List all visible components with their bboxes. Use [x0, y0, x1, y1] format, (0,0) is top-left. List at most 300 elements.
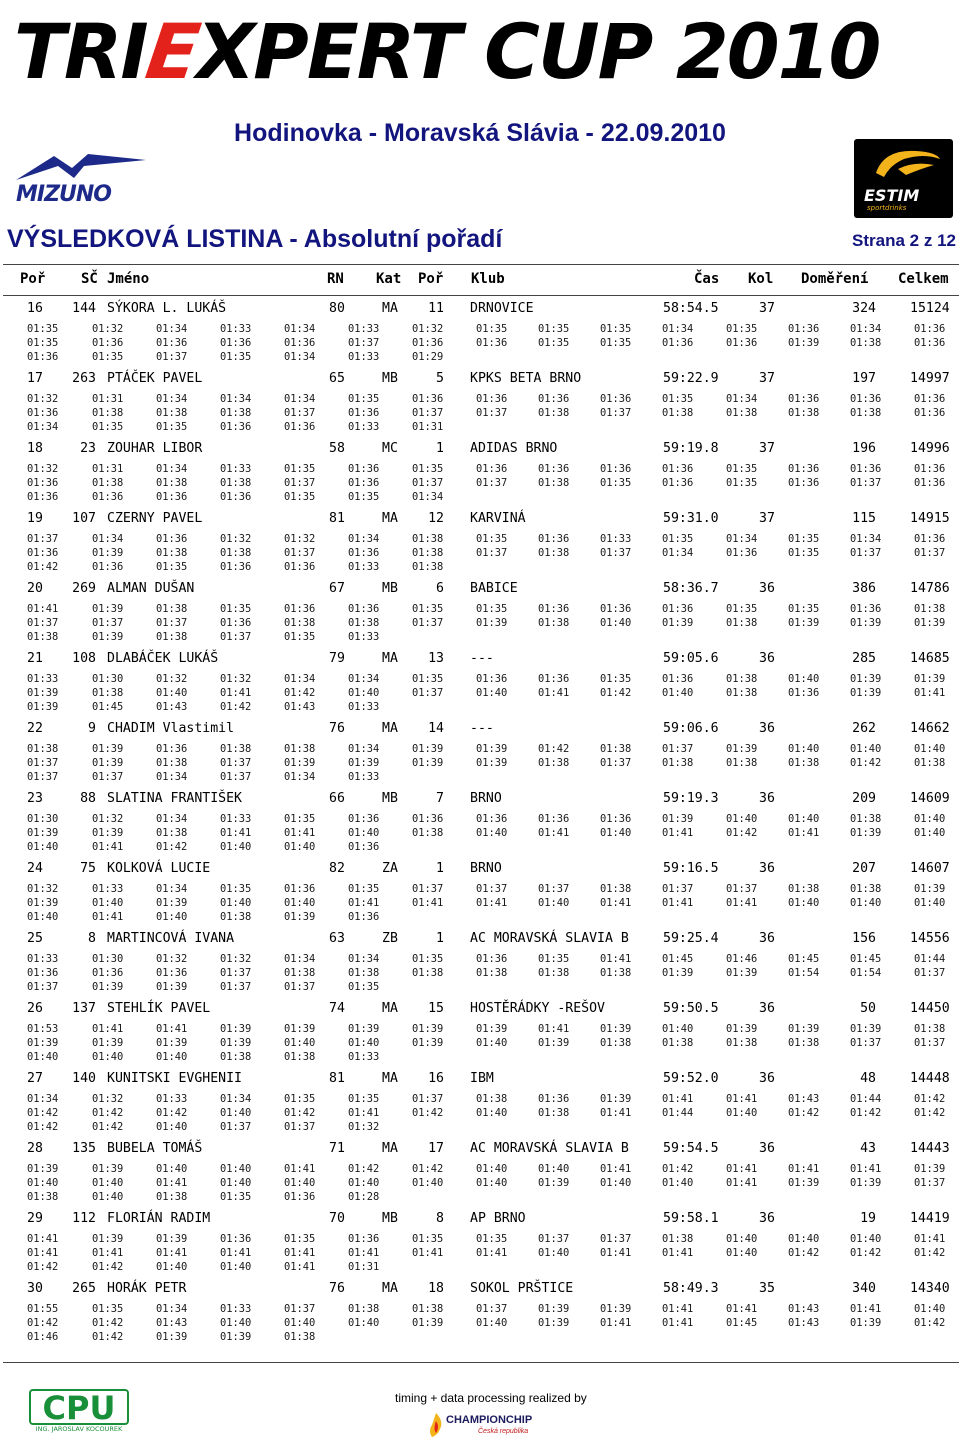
lap-time: 01:41: [600, 897, 632, 910]
cpu-wordmark: CPU: [42, 1389, 116, 1427]
lap-time: 01:37: [220, 757, 252, 770]
lap-time: 01:37: [600, 547, 632, 560]
lap-time: 01:38: [662, 1233, 694, 1245]
lap-time: 01:38: [538, 547, 570, 560]
lap-time: 01:41: [92, 841, 124, 854]
entry-measured-distance: 324: [852, 301, 876, 316]
lap-times: [0, 602, 960, 645]
lap-time: 01:36: [662, 463, 694, 475]
lap-times: [0, 1162, 960, 1205]
lap-time: 01:41: [600, 1317, 632, 1330]
lap-time: 01:31: [92, 463, 124, 475]
lap-time: 01:35: [92, 1303, 124, 1315]
lap-time: 01:40: [538, 1163, 570, 1175]
lap-time: 01:40: [476, 1317, 508, 1330]
lap-times-row: [0, 1316, 960, 1330]
lap-time: 01:41: [726, 1093, 758, 1105]
lap-time: 01:38: [726, 617, 758, 630]
entry-measured-distance: 285: [852, 651, 876, 666]
lap-time: 01:37: [156, 351, 188, 364]
document-title: VÝSLEDKOVÁ LISTINA - Absolutní pořadí: [7, 225, 503, 253]
lap-time: 01:42: [538, 743, 570, 755]
lap-time: 01:34: [284, 771, 316, 784]
entry-name: KUNITSKI EVGHENII: [107, 1071, 242, 1086]
lap-time: 01:36: [92, 967, 124, 980]
lap-time: 01:34: [348, 533, 380, 545]
entry-category: ZA: [382, 861, 398, 876]
lap-time: 01:38: [600, 743, 632, 755]
lap-time: 01:39: [156, 981, 188, 994]
lap-time: 01:37: [27, 771, 59, 784]
lap-time: 01:38: [220, 477, 252, 490]
lap-time: 01:40: [156, 1051, 188, 1064]
lap-time: 01:38: [914, 757, 946, 770]
lap-time: 01:35: [284, 1093, 316, 1105]
lap-time: 01:32: [92, 813, 124, 825]
lap-time: 01:36: [92, 561, 124, 574]
lap-time: 01:41: [156, 1177, 188, 1190]
lap-time: 01:39: [600, 1303, 632, 1315]
championchip-country: Česká republika: [478, 1428, 529, 1435]
entry-position: 24: [27, 861, 43, 876]
lap-times-row: [0, 756, 960, 770]
entry-total: 14443: [910, 1141, 950, 1156]
lap-time: 01:53: [27, 1023, 59, 1035]
lap-time: 01:36: [220, 561, 252, 574]
lap-times-row: [0, 406, 960, 420]
result-entry: [0, 786, 960, 856]
lap-time: 01:39: [914, 617, 946, 630]
lap-times-row: [0, 1176, 960, 1190]
lap-time: 01:34: [850, 533, 882, 545]
lap-time: 01:38: [412, 547, 444, 560]
lap-time: 01:35: [412, 953, 444, 965]
lap-time: 01:37: [348, 337, 380, 350]
entry-start-number: 8: [88, 931, 96, 946]
lap-time: 01:40: [476, 827, 508, 840]
entry-club: BRNO: [470, 791, 502, 806]
entry-time: 59:19.3: [663, 791, 719, 806]
lap-time: 01:42: [284, 687, 316, 700]
lap-time: 01:37: [476, 883, 508, 895]
lap-time: 01:35: [600, 323, 632, 335]
lap-time: 01:35: [284, 631, 316, 644]
lap-time: 01:40: [220, 1107, 252, 1120]
lap-time: 01:37: [220, 631, 252, 644]
result-entry-main-row: [0, 441, 960, 457]
lap-time: 01:40: [788, 673, 820, 685]
lap-time: 01:39: [412, 1317, 444, 1330]
lap-time: 01:39: [156, 1037, 188, 1050]
event-brand-logo: [14, 4, 960, 98]
lap-time: 01:41: [662, 1317, 694, 1330]
lap-time: 01:40: [27, 1177, 59, 1190]
lap-time: 01:40: [600, 827, 632, 840]
entry-birth-year: 65: [329, 371, 345, 386]
mizuno-wordmark: MIZUNO: [16, 182, 112, 207]
lap-time: 01:37: [220, 981, 252, 994]
result-entry-main-row: [0, 581, 960, 597]
lap-time: 01:35: [348, 393, 380, 405]
lap-time: 01:38: [850, 813, 882, 825]
entry-total: 14607: [910, 861, 950, 876]
lap-time: 01:40: [850, 743, 882, 755]
entry-name: STEHLÍK PAVEL: [107, 1001, 211, 1016]
entry-laps: 36: [759, 721, 775, 736]
entry-category-position: 13: [428, 651, 444, 666]
entry-time: 59:31.0: [663, 511, 719, 526]
lap-time: 01:37: [92, 617, 124, 630]
lap-time: 01:42: [92, 1331, 124, 1344]
lap-times-row: [0, 952, 960, 966]
entry-club: AC MORAVSKÁ SLAVIA B: [470, 931, 629, 946]
lap-time: 01:36: [914, 407, 946, 420]
lap-time: 01:45: [850, 953, 882, 965]
lap-time: 01:39: [914, 673, 946, 685]
entry-laps: 36: [759, 651, 775, 666]
lap-times: [0, 1092, 960, 1135]
entry-birth-year: 67: [329, 581, 345, 596]
entry-position: 29: [27, 1211, 43, 1226]
lap-time: 01:41: [92, 1247, 124, 1260]
cpu-logo: [29, 1389, 129, 1433]
lap-time: 01:41: [914, 1233, 946, 1245]
lap-time: 01:35: [600, 477, 632, 490]
lap-time: 01:34: [156, 813, 188, 825]
lap-time: 01:38: [538, 1107, 570, 1120]
lap-time: 01:39: [92, 1233, 124, 1245]
lap-time: 01:34: [348, 953, 380, 965]
entry-laps: 36: [759, 1001, 775, 1016]
lap-time: 01:35: [412, 463, 444, 475]
lap-time: 01:41: [662, 827, 694, 840]
entry-laps: 36: [759, 1071, 775, 1086]
lap-time: 01:40: [27, 911, 59, 924]
lap-times: [0, 392, 960, 435]
lap-time: 01:40: [476, 1177, 508, 1190]
lap-time: 01:37: [726, 883, 758, 895]
lap-time: 01:37: [27, 981, 59, 994]
lap-time: 01:37: [412, 407, 444, 420]
lap-time: 01:40: [348, 1037, 380, 1050]
lap-time: 01:38: [92, 407, 124, 420]
lap-time: 01:38: [788, 883, 820, 895]
lap-time: 01:36: [914, 323, 946, 335]
lap-time: 01:38: [726, 687, 758, 700]
lap-time: 01:35: [476, 323, 508, 335]
estim-wordmark: ESTIM: [864, 186, 920, 205]
lap-time: 01:37: [850, 1037, 882, 1050]
entry-birth-year: 80: [329, 301, 345, 316]
lap-time: 01:39: [850, 673, 882, 685]
lap-times-row: [0, 686, 960, 700]
lap-times-row: [0, 546, 960, 560]
lap-time: 01:38: [156, 631, 188, 644]
lap-time: 01:41: [348, 1107, 380, 1120]
lap-time: 01:40: [476, 1037, 508, 1050]
result-entry: [0, 1206, 960, 1276]
lap-time: 01:40: [412, 1177, 444, 1190]
entry-category: MB: [382, 581, 398, 596]
lap-time: 01:55: [27, 1303, 59, 1315]
result-entry-main-row: [0, 1141, 960, 1157]
entry-name: SLATINA FRANTIŠEK: [107, 791, 242, 806]
entry-position: 28: [27, 1141, 43, 1156]
lap-time: 01:31: [348, 1261, 380, 1274]
lap-time: 01:40: [600, 1177, 632, 1190]
entry-club: HOSTĚRÁDKY -REŠOV: [470, 1001, 605, 1016]
lap-time: 01:42: [850, 1107, 882, 1120]
lap-time: 01:39: [726, 967, 758, 980]
lap-time: 01:32: [27, 883, 59, 895]
lap-time: 01:37: [476, 407, 508, 420]
lap-time: 01:39: [662, 813, 694, 825]
col-header-category: Kat: [376, 271, 402, 287]
lap-time: 01:40: [220, 1163, 252, 1175]
lap-time: 01:36: [284, 421, 316, 434]
lap-time: 01:38: [156, 547, 188, 560]
lap-time: 01:45: [788, 953, 820, 965]
lap-time: 01:42: [412, 1163, 444, 1175]
lap-time: 01:42: [412, 1107, 444, 1120]
result-entry: [0, 506, 960, 576]
footer-divider: [3, 1362, 959, 1363]
lap-time: 01:38: [662, 407, 694, 420]
lap-time: 01:41: [850, 1163, 882, 1175]
entry-total: 15124: [910, 301, 950, 316]
entry-laps: 35: [759, 1281, 775, 1296]
entry-start-number: 140: [72, 1071, 96, 1086]
entry-name: SÝKORA L. LUKÁŠ: [107, 301, 227, 316]
lap-time: 01:36: [284, 603, 316, 615]
lap-time: 01:43: [788, 1303, 820, 1315]
lap-time: 01:39: [476, 1023, 508, 1035]
lap-time: 01:34: [156, 463, 188, 475]
lap-time: 01:38: [412, 1303, 444, 1315]
lap-times-row: [0, 1232, 960, 1246]
lap-time: 01:38: [156, 1191, 188, 1204]
lap-time: 01:35: [412, 1233, 444, 1245]
lap-time: 01:36: [156, 967, 188, 980]
lap-time: 01:42: [92, 1121, 124, 1134]
entry-start-number: 135: [72, 1141, 96, 1156]
lap-time: 01:36: [220, 337, 252, 350]
entry-total: 14996: [910, 441, 950, 456]
entry-club: KPKS BETA BRNO: [470, 371, 582, 386]
lap-time: 01:37: [914, 1037, 946, 1050]
lap-time: 01:40: [662, 1023, 694, 1035]
lap-times-row: [0, 602, 960, 616]
lap-time: 01:32: [27, 393, 59, 405]
lap-time: 01:39: [348, 1023, 380, 1035]
entry-name: HORÁK PETR: [107, 1281, 187, 1296]
lap-time: 01:39: [92, 743, 124, 755]
lap-time: 01:41: [27, 1233, 59, 1245]
lap-time: 01:41: [156, 1247, 188, 1260]
lap-time: 01:36: [92, 337, 124, 350]
lap-times-row: [0, 896, 960, 910]
lap-time: 01:36: [348, 477, 380, 490]
footer-credit: timing + data processing realized by: [395, 1391, 587, 1405]
lap-times-row: [0, 420, 960, 434]
result-entry-main-row: [0, 1211, 960, 1227]
lap-time: 01:38: [412, 827, 444, 840]
lap-time: 01:41: [726, 897, 758, 910]
lap-time: 01:33: [348, 561, 380, 574]
lap-time: 01:40: [92, 1177, 124, 1190]
lap-time: 01:38: [538, 617, 570, 630]
lap-time: 01:38: [726, 673, 758, 685]
lap-time: 01:36: [476, 463, 508, 475]
lap-time: 01:38: [220, 547, 252, 560]
lap-time: 01:42: [27, 1107, 59, 1120]
lap-times-row: [0, 1050, 960, 1064]
entry-category: MB: [382, 791, 398, 806]
entry-position: 16: [27, 301, 43, 316]
entry-start-number: 265: [72, 1281, 96, 1296]
lap-time: 01:33: [220, 813, 252, 825]
col-header-position: Poř: [20, 271, 46, 287]
entry-start-number: 108: [72, 651, 96, 666]
lap-time: 01:40: [284, 841, 316, 854]
lap-time: 01:35: [220, 603, 252, 615]
lap-time: 01:38: [850, 337, 882, 350]
entry-category: MA: [382, 511, 398, 526]
lap-time: 01:29: [412, 351, 444, 364]
lap-time: 01:34: [220, 393, 252, 405]
lap-time: 01:41: [600, 1163, 632, 1175]
lap-time: 01:40: [476, 1107, 508, 1120]
lap-time: 01:34: [27, 421, 59, 434]
entry-measured-distance: 43: [860, 1141, 876, 1156]
lap-time: 01:35: [476, 603, 508, 615]
lap-time: 01:33: [348, 421, 380, 434]
lap-time: 01:38: [476, 1093, 508, 1105]
lap-time: 01:40: [914, 1303, 946, 1315]
lap-time: 01:54: [788, 967, 820, 980]
lap-time: 01:38: [284, 967, 316, 980]
lap-time: 01:35: [600, 673, 632, 685]
lap-time: 01:37: [850, 547, 882, 560]
lap-time: 01:36: [156, 533, 188, 545]
lap-time: 01:36: [726, 337, 758, 350]
lap-time: 01:37: [284, 547, 316, 560]
lap-times-row: [0, 1260, 960, 1274]
lap-time: 01:42: [92, 1261, 124, 1274]
lap-time: 01:40: [284, 1037, 316, 1050]
lap-time: 01:36: [284, 1191, 316, 1204]
lap-time: 01:36: [662, 673, 694, 685]
lap-time: 01:34: [156, 323, 188, 335]
entry-category-position: 8: [436, 1211, 444, 1226]
lap-time: 01:34: [284, 953, 316, 965]
entry-birth-year: 58: [329, 441, 345, 456]
lap-time: 01:39: [788, 617, 820, 630]
lap-time: 01:43: [788, 1093, 820, 1105]
lap-time: 01:39: [220, 1023, 252, 1035]
championchip-logo: [426, 1411, 544, 1439]
lap-times-row: [0, 630, 960, 644]
page-indicator: Strana 2 z 12: [852, 231, 956, 250]
lap-time: 01:36: [156, 743, 188, 755]
lap-time: 01:36: [538, 813, 570, 825]
lap-time: 01:40: [662, 1177, 694, 1190]
lap-time: 01:41: [600, 1107, 632, 1120]
lap-time: 01:42: [914, 1107, 946, 1120]
lap-time: 01:32: [27, 463, 59, 475]
result-entry: [0, 576, 960, 646]
lap-time: 01:37: [284, 1121, 316, 1134]
lap-time: 01:42: [156, 841, 188, 854]
result-entry: [0, 926, 960, 996]
lap-time: 01:35: [284, 813, 316, 825]
entry-position: 18: [27, 441, 43, 456]
lap-time: 01:46: [27, 1331, 59, 1344]
lap-times-row: [0, 392, 960, 406]
lap-time: 01:39: [850, 617, 882, 630]
result-entry: [0, 436, 960, 506]
lap-times-row: [0, 1330, 960, 1344]
lap-time: 01:34: [662, 323, 694, 335]
entry-time: 59:25.4: [663, 931, 719, 946]
lap-time: 01:42: [220, 701, 252, 714]
lap-time: 01:39: [476, 757, 508, 770]
lap-time: 01:38: [92, 477, 124, 490]
lap-time: 01:40: [788, 813, 820, 825]
entry-club: AP BRNO: [470, 1211, 526, 1226]
entry-category: MC: [382, 441, 398, 456]
lap-time: 01:41: [538, 827, 570, 840]
lap-time: 01:38: [220, 911, 252, 924]
lap-times: [0, 1232, 960, 1275]
entry-total: 14662: [910, 721, 950, 736]
lap-time: 01:36: [284, 337, 316, 350]
lap-times-row: [0, 616, 960, 630]
entry-category: MA: [382, 651, 398, 666]
lap-time: 01:37: [914, 967, 946, 980]
lap-time: 01:39: [476, 617, 508, 630]
lap-time: 01:36: [220, 1233, 252, 1245]
lap-time: 01:40: [788, 897, 820, 910]
col-header-time: Čas: [694, 271, 720, 287]
entry-time: 59:54.5: [663, 1141, 719, 1156]
lap-time: 01:40: [600, 617, 632, 630]
lap-time: 01:39: [412, 757, 444, 770]
lap-time: 01:37: [600, 407, 632, 420]
lap-time: 01:42: [27, 1317, 59, 1330]
entry-category-position: 17: [428, 1141, 444, 1156]
lap-time: 01:31: [412, 421, 444, 434]
lap-time: 01:40: [914, 743, 946, 755]
lap-time: 01:36: [538, 463, 570, 475]
lap-time: 01:36: [348, 911, 380, 924]
lap-time: 01:41: [662, 1093, 694, 1105]
lap-time: 01:37: [27, 617, 59, 630]
entry-name: KOLKOVÁ LUCIE: [107, 861, 211, 876]
result-entry-main-row: [0, 791, 960, 807]
lap-time: 01:37: [220, 771, 252, 784]
lap-time: 01:42: [92, 1317, 124, 1330]
lap-time: 01:39: [27, 1037, 59, 1050]
lap-time: 01:34: [284, 393, 316, 405]
lap-time: 01:35: [476, 533, 508, 545]
lap-time: 01:37: [600, 757, 632, 770]
lap-time: 01:37: [476, 1303, 508, 1315]
lap-time: 01:40: [788, 1233, 820, 1245]
lap-time: 01:39: [850, 687, 882, 700]
lap-time: 01:36: [348, 1233, 380, 1245]
mizuno-runbird-icon: [14, 152, 146, 182]
